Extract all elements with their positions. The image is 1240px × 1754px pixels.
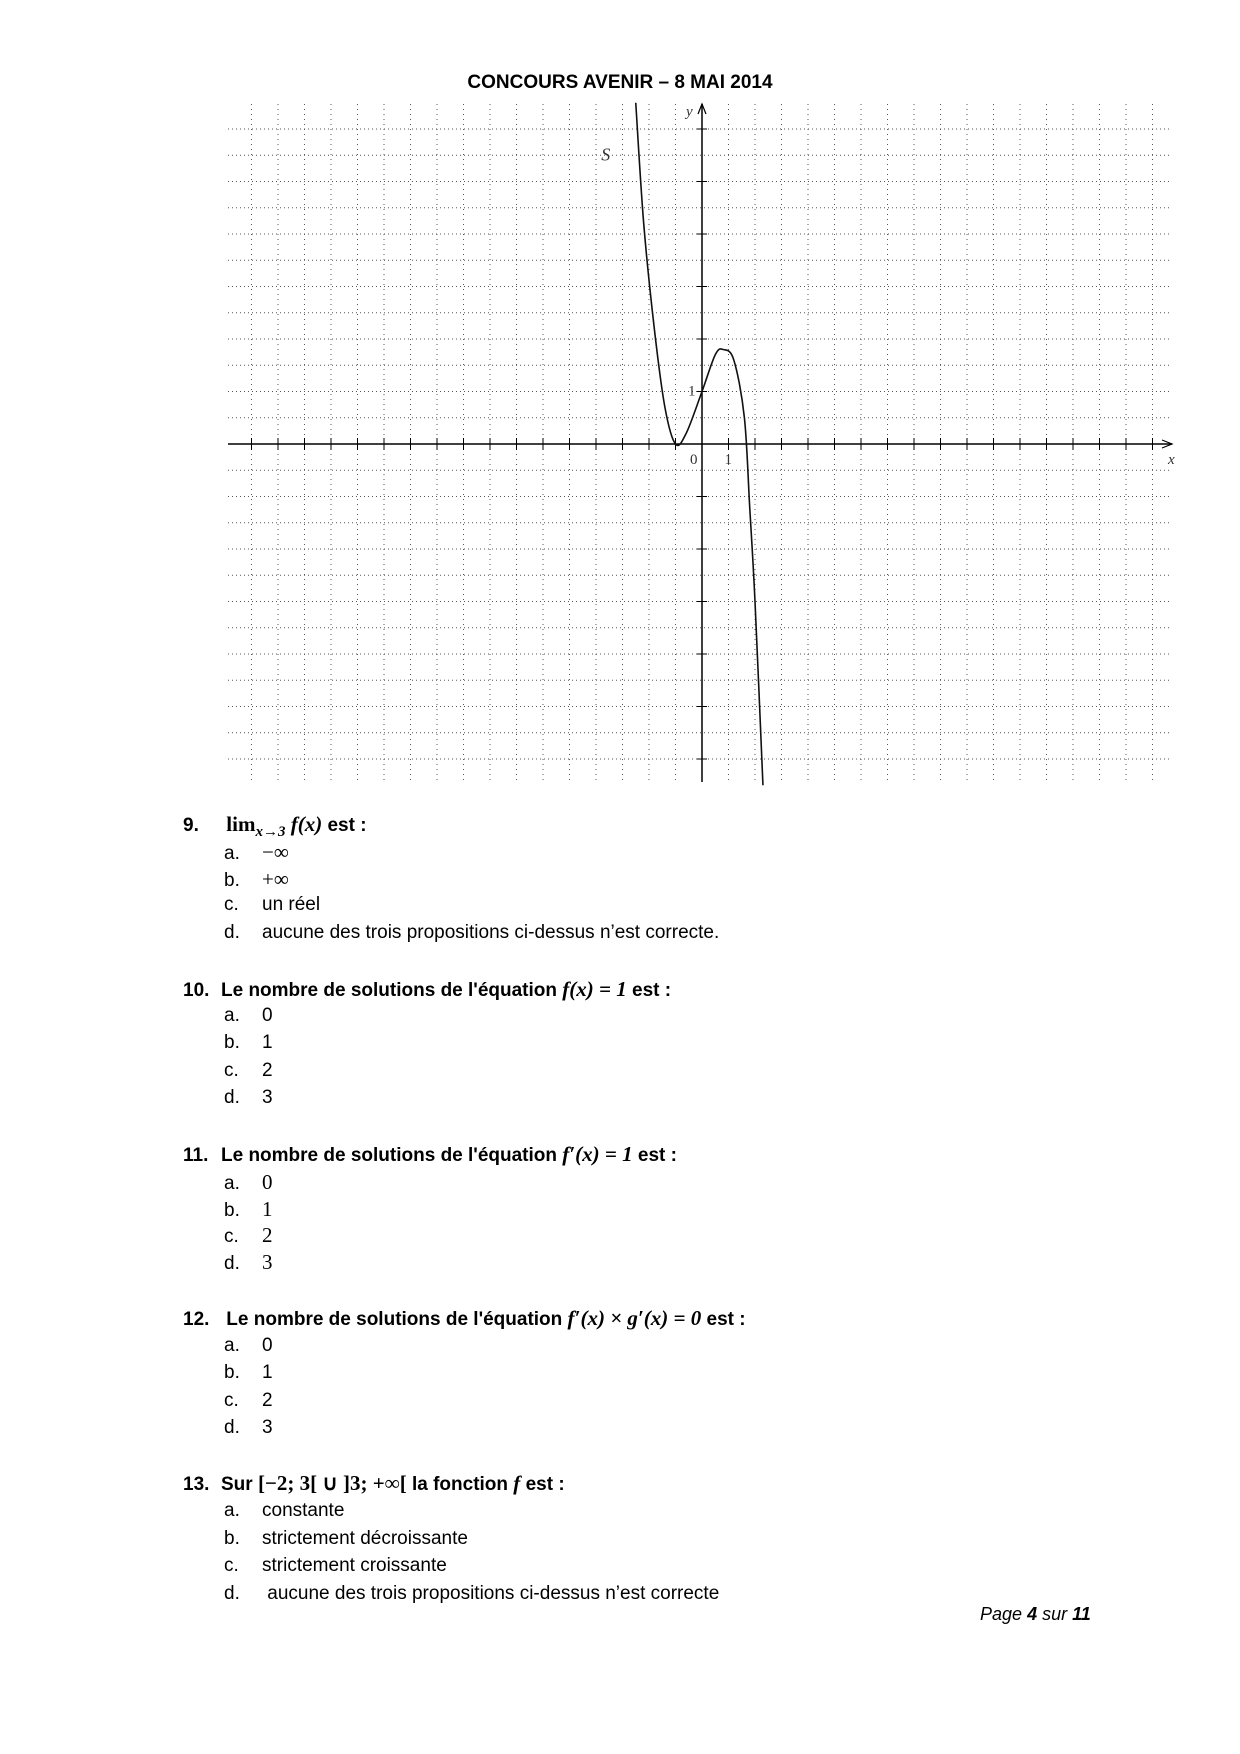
option-letter: b. xyxy=(224,870,240,891)
question-text-after: est : xyxy=(520,1474,565,1495)
option-letter: b. xyxy=(224,1200,240,1221)
option-13c[interactable] xyxy=(224,1555,447,1577)
question-number: 13. xyxy=(183,1474,210,1495)
function-graph xyxy=(0,0,1240,800)
option-letter: a. xyxy=(224,1173,240,1194)
graph-grid xyxy=(228,104,1172,782)
question-12 xyxy=(183,1306,746,1331)
option-text: strictement décroissante xyxy=(262,1528,468,1549)
option-12a[interactable] xyxy=(224,1335,273,1357)
option-11d[interactable] xyxy=(224,1250,273,1275)
option-text: 1 xyxy=(262,1032,273,1053)
option-12d[interactable] xyxy=(224,1417,273,1439)
option-10d[interactable] xyxy=(224,1087,273,1109)
footer-page-total: 11 xyxy=(1072,1604,1091,1624)
option-text: 3 xyxy=(262,1417,273,1438)
option-letter: b. xyxy=(224,1362,240,1383)
y-axis-label: y xyxy=(686,104,693,120)
option-letter: c. xyxy=(224,1226,239,1247)
question-text: Le nombre de solutions de l'équation xyxy=(221,980,563,1001)
question-math-f: f xyxy=(513,1471,521,1495)
option-9a[interactable] xyxy=(224,840,289,865)
question-text-after: est : xyxy=(632,1145,677,1166)
option-11a[interactable] xyxy=(224,1170,273,1195)
option-letter: b. xyxy=(224,1032,240,1053)
x-axis-label: x xyxy=(1168,452,1175,468)
question-number: 12. xyxy=(183,1309,210,1330)
question-number: 11. xyxy=(183,1145,209,1166)
footer-sur-word: sur xyxy=(1042,1604,1068,1624)
option-text: aucune des trois propositions ci-dessus n’est correcte. xyxy=(262,922,720,943)
option-text: −∞ xyxy=(262,840,289,864)
option-12c[interactable] xyxy=(224,1390,273,1412)
option-10b[interactable] xyxy=(224,1032,273,1054)
option-letter: a. xyxy=(224,1335,240,1356)
option-letter: c. xyxy=(224,894,239,915)
question-text-after: est : xyxy=(701,1309,746,1330)
question-number: 9. xyxy=(183,815,199,836)
curve-label: S xyxy=(601,144,611,165)
question-math: f′(x) = 1 xyxy=(562,1142,633,1166)
option-text: strictement croissante xyxy=(262,1555,447,1576)
option-text: aucune des trois propositions ci-dessus n’est correcte xyxy=(262,1583,720,1604)
option-text: 0 xyxy=(262,1005,273,1026)
question-math: [−2; 3[ ∪ ]3; +∞[ xyxy=(257,1471,407,1495)
option-text: 2 xyxy=(262,1223,273,1247)
option-13a[interactable] xyxy=(224,1500,344,1522)
option-letter: d. xyxy=(224,1417,240,1438)
option-text: un réel xyxy=(262,894,321,915)
question-math: f(x) = 1 xyxy=(562,977,627,1001)
footer-page-word: Page xyxy=(980,1604,1023,1624)
question-text-after: est : xyxy=(626,980,672,1001)
option-letter: d. xyxy=(224,1583,240,1604)
option-9c[interactable] xyxy=(224,894,320,916)
option-13b[interactable] xyxy=(224,1528,468,1550)
footer-page-number: 4 xyxy=(1027,1604,1038,1624)
option-text: 1 xyxy=(262,1197,273,1221)
option-letter: d. xyxy=(224,1087,240,1108)
question-10 xyxy=(183,977,671,1002)
origin-label: 0 xyxy=(690,452,698,468)
option-text: 0 xyxy=(262,1335,273,1356)
option-9d[interactable] xyxy=(224,922,719,944)
option-10c[interactable] xyxy=(224,1060,273,1082)
option-letter: a. xyxy=(224,843,240,864)
page-header: CONCOURS AVENIR – 8 MAI 2014 xyxy=(467,72,773,93)
option-letter: d. xyxy=(224,922,240,943)
question-11 xyxy=(183,1142,677,1167)
option-text: 3 xyxy=(262,1087,273,1108)
question-math-after: f(x) xyxy=(285,812,323,836)
page-footer xyxy=(980,1604,1091,1625)
question-text: Sur xyxy=(221,1474,258,1495)
question-math: f′(x) × g′(x) = 0 xyxy=(567,1306,702,1330)
option-text: constante xyxy=(262,1500,345,1521)
option-letter: b. xyxy=(224,1528,240,1549)
option-text: +∞ xyxy=(262,867,289,891)
option-12b[interactable] xyxy=(224,1362,273,1384)
option-text: 1 xyxy=(262,1362,273,1383)
option-13d[interactable] xyxy=(224,1583,719,1605)
question-math-sub: x→3 xyxy=(255,823,286,840)
option-11b[interactable] xyxy=(224,1197,273,1222)
question-number: 10. xyxy=(183,980,210,1001)
option-letter: c. xyxy=(224,1390,239,1411)
question-text-after: est : xyxy=(322,815,367,836)
x-tick-label-1: 1 xyxy=(724,452,732,468)
question-text-mid: la fonction xyxy=(406,1474,514,1495)
question-9 xyxy=(183,812,367,841)
y-tick-label-1: 1 xyxy=(688,383,696,400)
option-10a[interactable] xyxy=(224,1005,273,1027)
question-text: Le nombre de solutions de l'équation xyxy=(221,1145,563,1166)
option-letter: c. xyxy=(224,1555,239,1576)
question-math: lim xyxy=(226,812,256,836)
option-11c[interactable] xyxy=(224,1223,273,1248)
option-text: 2 xyxy=(262,1060,273,1081)
option-letter: c. xyxy=(224,1060,239,1081)
option-text: 2 xyxy=(262,1390,273,1411)
question-text: Le nombre de solutions de l'équation xyxy=(221,1309,568,1330)
option-text: 3 xyxy=(262,1250,273,1274)
option-letter: a. xyxy=(224,1005,240,1026)
option-9b[interactable] xyxy=(224,867,289,892)
option-text: 0 xyxy=(262,1170,273,1194)
question-13 xyxy=(183,1471,565,1496)
option-letter: a. xyxy=(224,1500,240,1521)
option-letter: d. xyxy=(224,1253,240,1274)
